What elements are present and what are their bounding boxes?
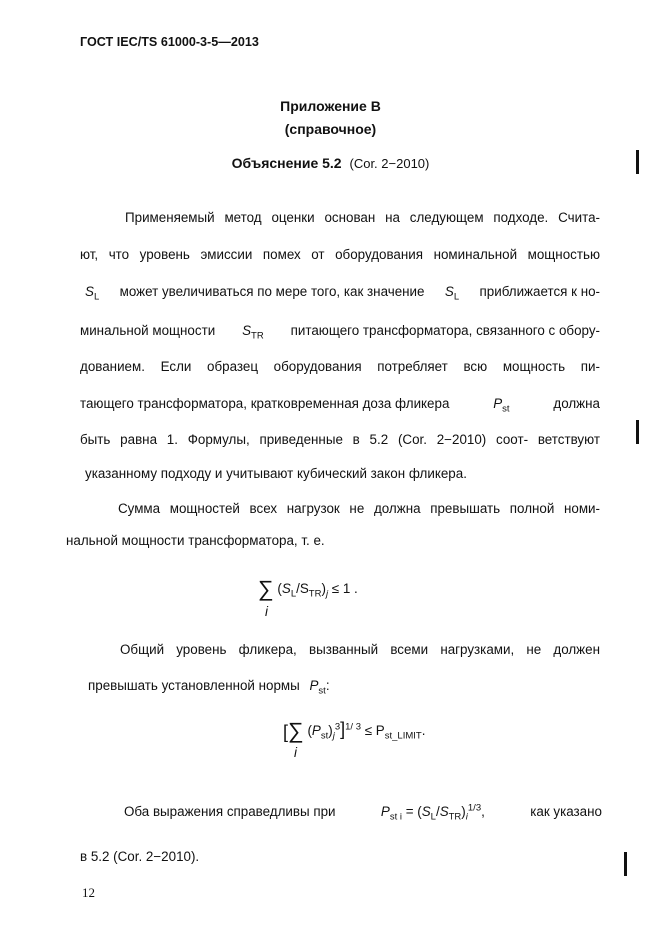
para1-line: Применяемый метод оценки основан на следующем подходе. Счита- xyxy=(125,210,600,225)
text-fragment: минальной мощности xyxy=(80,323,216,338)
formula-rhs: ≤ 1 . xyxy=(331,581,358,596)
text-fragment: приближается к но- xyxy=(479,284,600,299)
text-fragment: как указано xyxy=(530,804,602,819)
para4-line: в 5.2 (Cor. 2−2010). xyxy=(80,849,200,864)
symbol-str: $S_{TR}$ xyxy=(242,323,264,342)
para1-line xyxy=(85,284,600,303)
text-fragment: превышать установленной нормы xyxy=(88,678,300,693)
change-bar xyxy=(636,150,639,174)
formula-flicker-limit: [∑ $(P_{st})_j^3]^{1/ 3} \le P_{st\_LIMIT}$. xyxy=(283,718,426,743)
para3-line: Общий уровень фликера, вызванный всеми нагрузками, не должен xyxy=(120,642,600,657)
para1-line xyxy=(80,323,600,342)
document-header: ГОСТ IEC/TS 61000-3-5—2013 xyxy=(80,35,259,49)
sum-index: i xyxy=(294,745,297,760)
symbol-pst: $P_{st}$: xyxy=(309,678,330,697)
text-fragment: должна xyxy=(553,396,600,411)
sum-index: i xyxy=(265,604,268,619)
sigma-symbol: ∑ xyxy=(258,576,274,601)
page-number: 12 xyxy=(82,885,95,900)
change-bar xyxy=(624,852,627,876)
text-fragment: тающего трансформатора, кратковременная доза фликера xyxy=(80,396,450,411)
text-fragment: может увеличиваться по мере того, как значение xyxy=(119,284,425,299)
sigma-symbol: ∑ xyxy=(288,718,304,743)
para1-line: быть равна 1. Формулы, приведенные в 5.2 (Cor. 2−2010) соот- ветствуют xyxy=(80,432,600,447)
para2-line: Сумма мощностей всех нагрузок не должна превышать полной номи- xyxy=(118,501,600,516)
para4-line xyxy=(124,802,602,823)
section-heading xyxy=(0,155,661,171)
appendix-title: Приложение В xyxy=(280,98,381,114)
text-fragment: питающего трансформатора, связанного с обору- xyxy=(290,323,600,338)
symbol-sl: $S_L$ xyxy=(85,284,100,303)
para2-line: нальной мощности трансформатора, т. е. xyxy=(66,533,325,548)
formula-sum-ratio: ∑ $(S_L/S_{TR})_j \le 1$ . xyxy=(258,576,358,601)
section-label: Объяснение 5.2 xyxy=(231,155,342,171)
symbol-pst: $P_{st}$ xyxy=(493,396,510,415)
symbol-sl: $S_L$ xyxy=(444,284,460,303)
para1-line xyxy=(80,396,600,415)
section-ref: (Cor. 2−2010) xyxy=(349,156,430,171)
appendix-subtitle: (справочное) xyxy=(284,121,377,137)
para1-line: указанному подходу и учитывают кубический закон фликера. xyxy=(85,466,467,481)
para1-line: ют, что уровень эмиссии помех от оборудования номинальной мощностью xyxy=(80,247,600,262)
change-bar xyxy=(636,420,639,444)
para1-line: дованием. Если образец оборудования потребляет всю мощность пи- xyxy=(80,359,600,374)
para3-line xyxy=(88,678,608,697)
formula-pst-i: $P_{st i} = (S_L/S_{TR})_i^{1/3}$, xyxy=(380,802,485,823)
text-fragment: Оба выражения справедливы при xyxy=(124,804,336,819)
